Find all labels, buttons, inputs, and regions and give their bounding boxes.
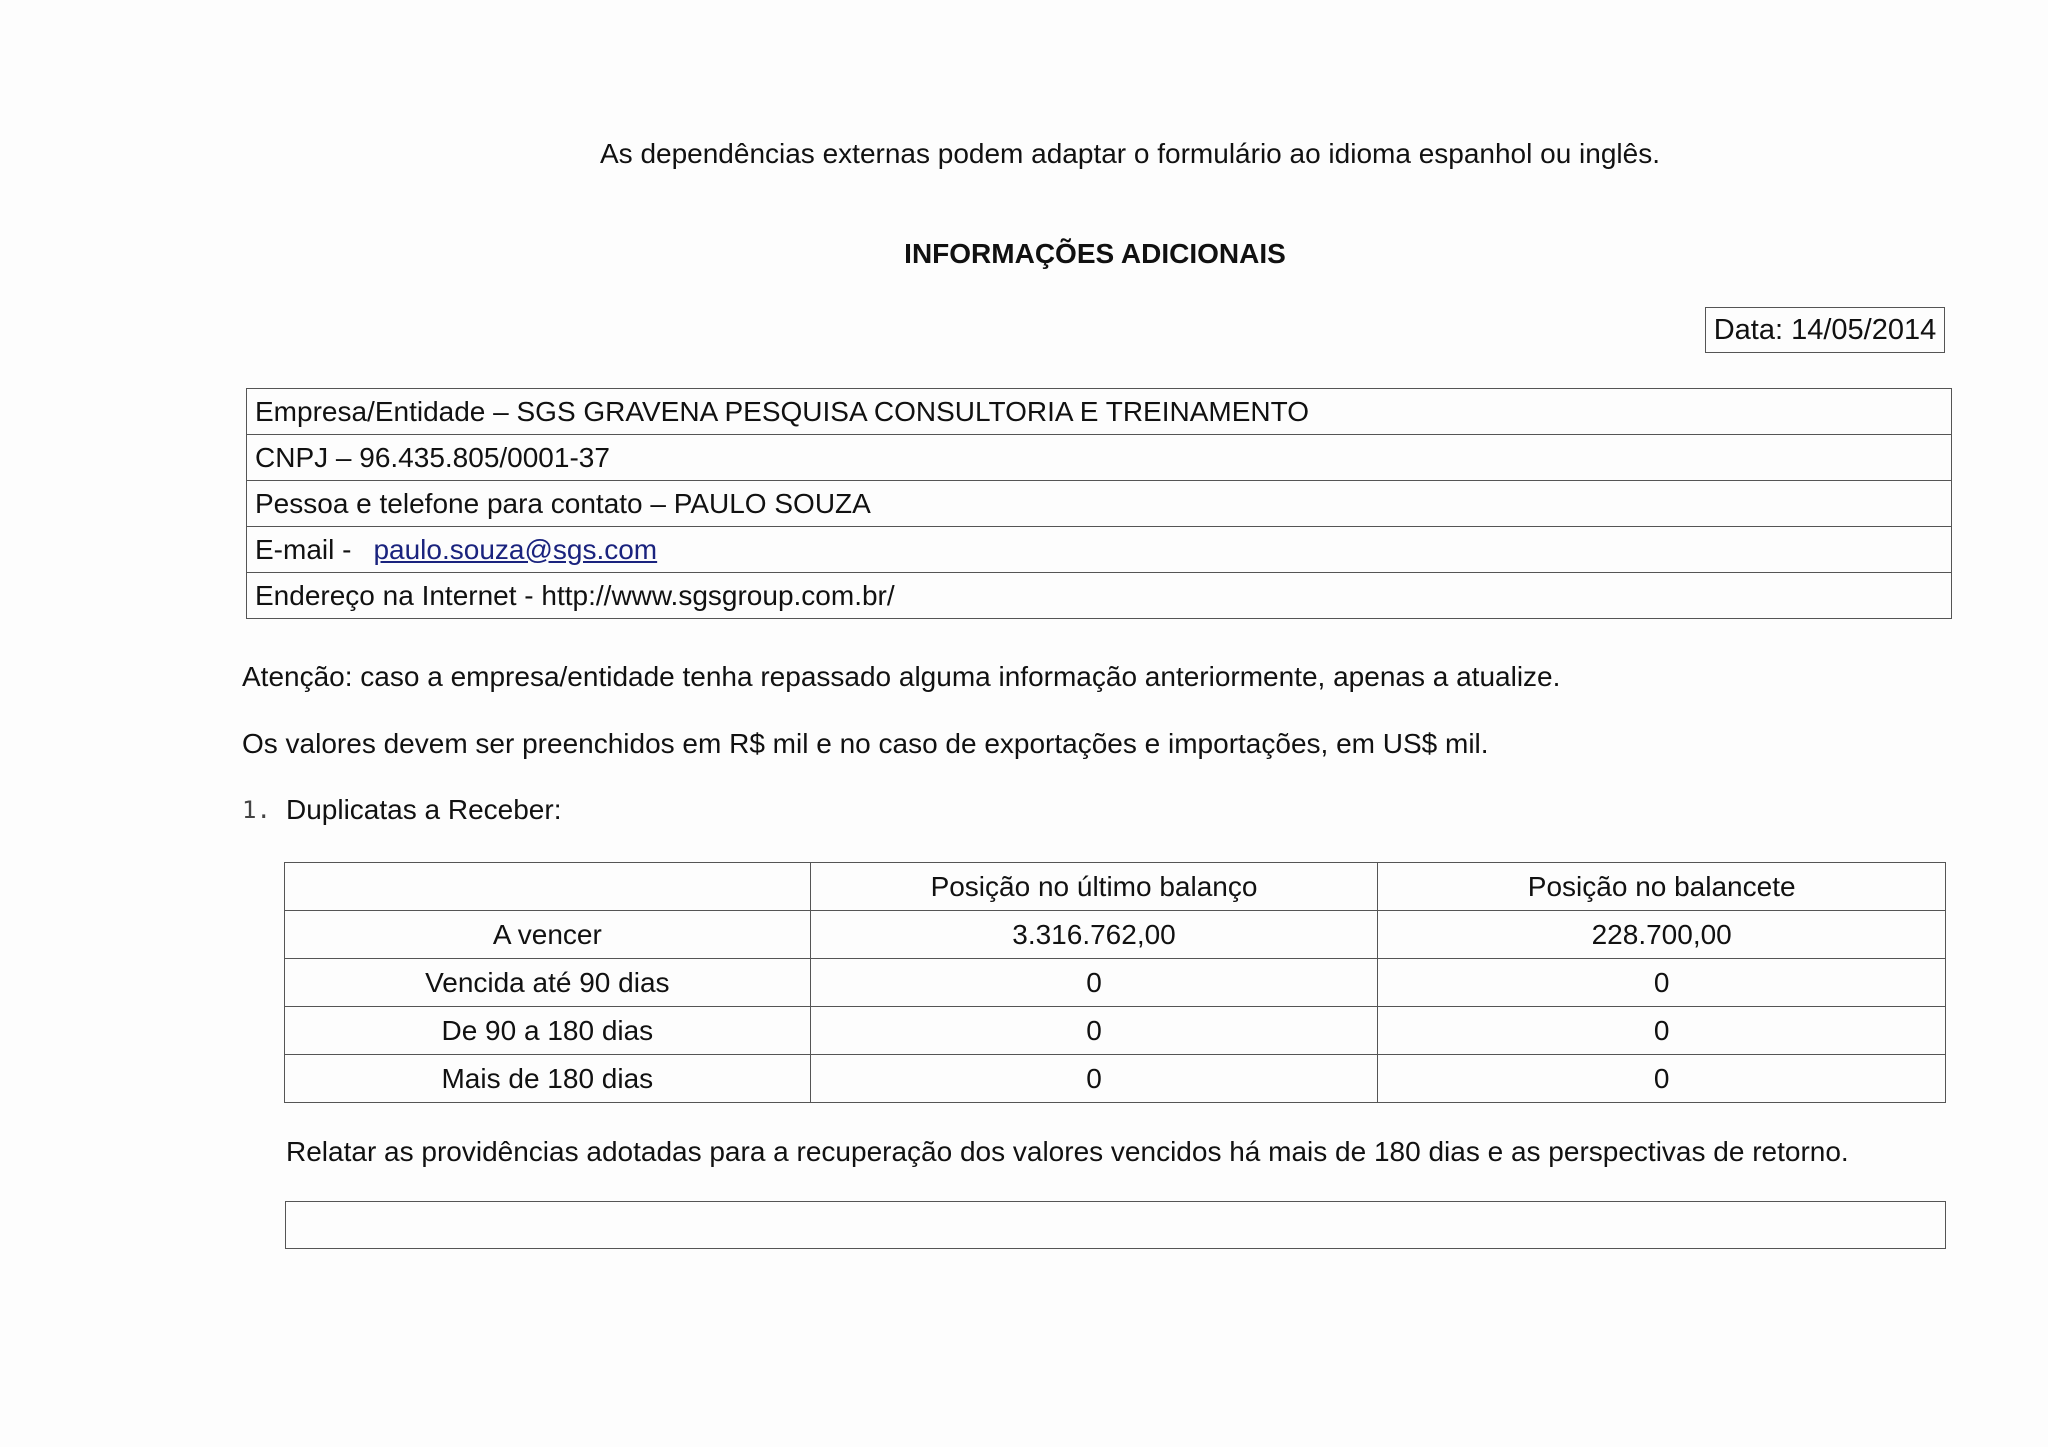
duplicatas-table (284, 862, 1946, 1103)
value-cell: 0 (810, 959, 1378, 1007)
table-row (285, 1055, 1946, 1103)
item-number: 1. (242, 796, 271, 824)
date-field: Data: 14/05/2014 (1705, 307, 1945, 353)
contato-cell: Pessoa e telefone para contato – PAULO SOUZA (247, 481, 1952, 527)
table-header-row (285, 863, 1946, 911)
value-cell: 3.316.762,00 (810, 911, 1378, 959)
row-label: Vencida até 90 dias (285, 959, 811, 1007)
relatar-instruction: Relatar as providências adotadas para a recuperação dos valores vencidos há mais de 180 dias e as perspectivas de retorno. (286, 1136, 1849, 1167)
table-row (285, 959, 1946, 1007)
value-cell: 0 (1378, 1055, 1946, 1103)
header-cell: Posição no último balanço (810, 863, 1378, 911)
values-note: Os valores devem ser preenchidos em R$ mil e no caso de exportações e importações, em US$ mil. (242, 728, 1489, 759)
answer-text-box[interactable] (285, 1201, 1946, 1249)
row-label: Mais de 180 dias (285, 1055, 811, 1103)
info-row-email (247, 527, 1952, 573)
info-row-site (247, 573, 1952, 619)
value-cell: 0 (810, 1007, 1378, 1055)
info-row-cnpj (247, 435, 1952, 481)
value-cell: 0 (1378, 959, 1946, 1007)
email-link[interactable]: paulo.souza@sgs.com (373, 533, 658, 565)
page-title: INFORMAÇÕES ADICIONAIS (904, 238, 1286, 269)
company-info-table (246, 388, 1952, 619)
table-row (285, 1007, 1946, 1055)
cnpj-cell: CNPJ – 96.435.805/0001-37 (247, 435, 1952, 481)
empresa-cell: Empresa/Entidade – SGS GRAVENA PESQUISA CONSULTORIA E TREINAMENTO (247, 389, 1952, 435)
header-cell: Posição no balancete (1378, 863, 1946, 911)
attention-note: Atenção: caso a empresa/entidade tenha repassado alguma informação anteriormente, apenas a atualize. (242, 661, 1561, 692)
site-cell: Endereço na Internet - http://www.sgsgroup.com.br/ (247, 573, 1952, 619)
item-label: Duplicatas a Receber: (286, 794, 562, 825)
info-row-contato (247, 481, 1952, 527)
table-row (285, 911, 1946, 959)
value-cell: 228.700,00 (1378, 911, 1946, 959)
value-cell: 0 (1378, 1007, 1946, 1055)
row-label: A vencer (285, 911, 811, 959)
row-label: De 90 a 180 dias (285, 1007, 811, 1055)
value-cell: 0 (810, 1055, 1378, 1103)
header-cell (285, 863, 811, 911)
info-row-empresa (247, 389, 1952, 435)
email-label: E-mail - (255, 533, 352, 565)
email-cell (247, 527, 1952, 573)
intro-note: As dependências externas podem adaptar o formulário ao idioma espanhol ou inglês. (599, 138, 1660, 169)
